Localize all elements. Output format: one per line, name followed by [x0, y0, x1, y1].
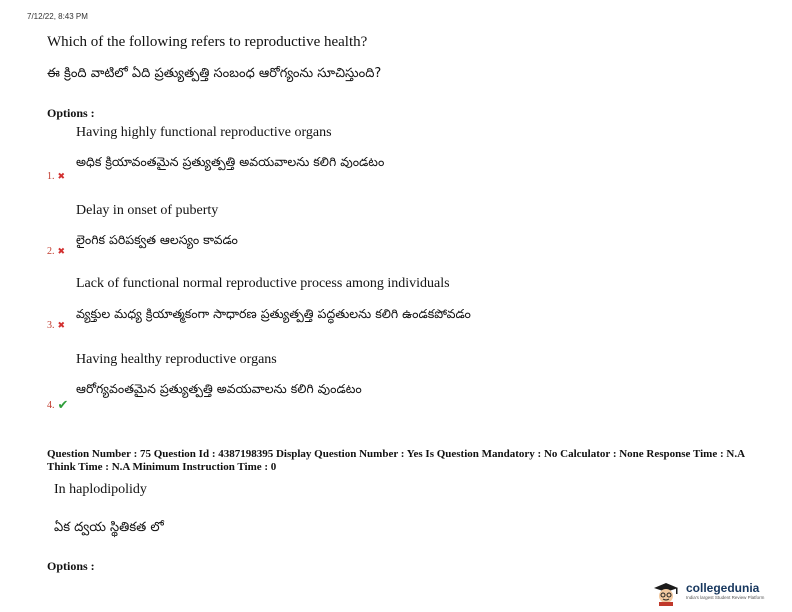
option-3-marker	[47, 320, 65, 331]
option-3-text-te: వ్యక్తుల మధ్య క్రియాత్మకంగా సాధారణ ప్రత్యుత్పత్తి పద్ధతులను కలిగి ఉండకపోవడం	[76, 306, 471, 321]
logo-name: collegedunia	[686, 581, 760, 595]
option-1-text-te: అధిక క్రియావంతమైన ప్రత్యుత్పత్తి అవయవాలను కలిగి వుండటం	[76, 154, 385, 169]
check-icon: ✔	[57, 398, 69, 413]
options-heading-2: Options :	[47, 559, 95, 573]
question-1-text-en: Which of the following refers to reproductive health?	[47, 34, 368, 50]
logo-tagline: India's largest Student Review Platform	[686, 595, 765, 600]
option-4-text-te: ఆరోగ్యవంతమైన ప్రత్యుత్పత్తి అవయవాలను కలిగి వుండటం	[76, 381, 362, 396]
option-2-number: 2.	[47, 246, 55, 257]
option-4-marker	[47, 398, 68, 413]
cross-icon: ✖	[57, 246, 66, 257]
cross-icon: ✖	[57, 320, 66, 331]
option-1-number: 1.	[47, 171, 55, 182]
option-2-text-te: లైంగిక పరిపక్వత ఆలస్యం కావడం	[76, 232, 238, 247]
question-2-text-en: In haplodipolidy	[54, 482, 147, 497]
cross-icon: ✖	[57, 171, 66, 182]
option-2-text-en: Delay in onset of puberty	[76, 203, 219, 218]
option-3-number: 3.	[47, 320, 55, 331]
option-4-number: 4.	[47, 400, 55, 411]
option-4-text-en: Having healthy reproductive organs	[76, 352, 277, 367]
option-2-marker	[47, 246, 65, 257]
graduate-mascot-icon	[650, 580, 682, 606]
question-1-text-te: ఈ క్రింది వాటిలో ఏది ప్రత్యుత్పత్తి సంబంధ ఆరోగ్యంను సూచిస్తుంది?	[47, 66, 382, 81]
option-1-marker	[47, 171, 65, 182]
options-heading: Options :	[47, 106, 95, 120]
timestamp: 7/12/22, 8:43 PM	[27, 12, 88, 21]
question-2-metadata: Question Number : 75 Question Id : 4387198395 Display Question Number : Yes Is Question Mandatory : No Calculator : None Response Time : N.A Think Time : N.A Minimum Instruction Time : 0	[47, 448, 745, 473]
question-2-text-te: ఏక ద్వయ స్థితికత లో	[54, 520, 164, 535]
option-3-text-en: Lack of functional normal reproductive process among individuals	[76, 276, 450, 291]
collegedunia-logo	[650, 580, 764, 606]
option-1-text-en: Having highly functional reproductive organs	[76, 125, 332, 140]
